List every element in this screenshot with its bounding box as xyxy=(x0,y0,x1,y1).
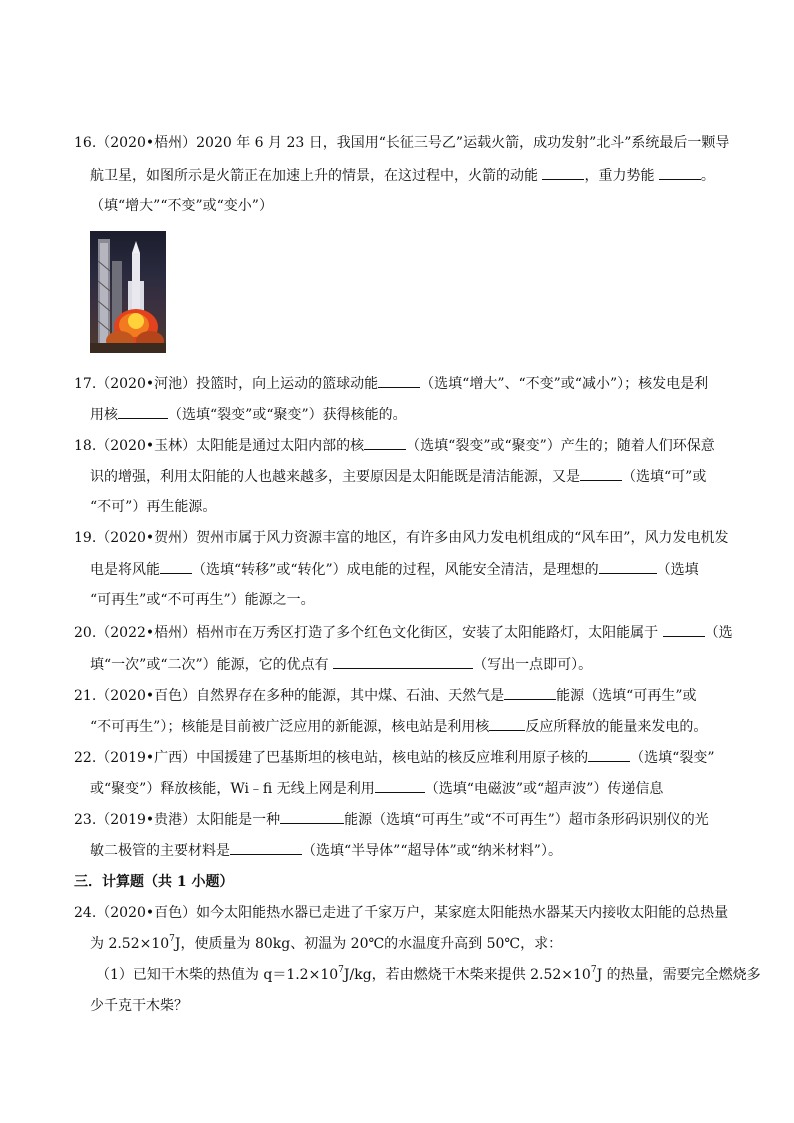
rocket-launch-image xyxy=(90,231,166,353)
question-24-line-2: 为 $2.52\times 10^7J$，使质量为 80kg、初温为 20℃的水温度升高到 50℃，求： xyxy=(90,934,563,952)
question-18-line-1: 18.（2020•玉林）太阳能是通过太阳内部的核 （选填“裂变”或“聚变”）产生的；随着人们环保意 xyxy=(74,435,715,456)
answer-blank[interactable] xyxy=(375,778,425,793)
question-20-line-2: 填“一次”或“二次”）能源，它的优点有 （写出一点即可）。 xyxy=(90,654,592,675)
question-21-line-2: “不可再生”）；核能是目前被广泛应用的新能源，核电站是利用核 反应所释放的能量来发电的。 xyxy=(90,716,707,737)
question-16-line-1: 16.（2020•梧州）2020 年 6 月 23 日，我国用“长征三号乙”运载火箭，成功发射”北斗”系统最后一颗导 xyxy=(74,135,730,151)
answer-blank[interactable] xyxy=(378,373,420,388)
answer-blank[interactable] xyxy=(599,559,657,574)
answer-blank[interactable] xyxy=(489,716,525,731)
question-21-line-1: 21.（2020•百色）自然界存在多种的能源，其中煤、石油、天然气是 能源（选填“可再生”或 xyxy=(74,685,696,706)
section-heading: 三．计算题（共 1 小题） xyxy=(74,874,234,890)
answer-blank[interactable] xyxy=(542,165,584,180)
answer-blank[interactable] xyxy=(580,466,622,481)
question-22-line-1: 22.（2019•广西）中国援建了巴基斯坦的核电站，核电站的核反应堆利用原子核的 （选填“裂变” xyxy=(74,747,714,768)
answer-blank[interactable] xyxy=(280,809,344,824)
question-24-sub-1-line-1: （1）已知干木柴的热值为 $q=1.2\times 10^7J/kg$，若由燃烧干木柴来提供 $2.52\times 10^7J$ 的热量，需要完全燃烧多 xyxy=(96,965,761,983)
question-17-line-2: 用核 （选填“裂变”或“聚变”）获得核能的。 xyxy=(90,404,407,425)
answer-blank[interactable] xyxy=(659,165,701,180)
question-16-line-3: （填“增大”“不变”或“变小”） xyxy=(90,198,273,214)
question-23-line-1: 23.（2019•贵港）太阳能是一种 能源（选填“可再生”或“不可再生”）超市条形码识别仪的光 xyxy=(74,809,709,830)
question-16-line-2: 航卫星，如图所示是火箭正在加速上升的情景，在这过程中，火箭的动能 ，重力势能 。 xyxy=(90,165,715,186)
question-19-line-1: 19.（2020•贺州）贺州市属于风力资源丰富的地区，有许多由风力发电机组成的“风车田”，风力发电机发 xyxy=(74,530,729,546)
question-17-line-1: 17.（2020•河池）投篮时，向上运动的篮球动能 （选填“增大”、“不变”或“减小”）；核发电是利 xyxy=(74,373,708,394)
question-23-line-2: 敏二极管的主要材料是 （选填“半导体”“超导体”或“纳米材料”）。 xyxy=(90,840,562,861)
question-20-line-1: 20.（2022•梧州）梧州市在万秀区打造了多个红色文化街区，安装了太阳能路灯，太阳能属于 （选 xyxy=(74,622,733,643)
question-22-line-2: 或“聚变”）释放核能，Wi﹣fi 无线上网是利用 （选填“电磁波”或“超声波”）传递信息 xyxy=(90,778,663,799)
question-18-line-2: 识的增强，利用太阳能的人也越来越多，主要原因是太阳能既是清洁能源，又是 （选填“可”或 xyxy=(90,466,706,487)
answer-blank[interactable] xyxy=(333,654,473,669)
question-19-line-3: “可再生”或“不可再生”）能源之一。 xyxy=(90,592,315,608)
question-24-line-1: 24.（2020•百色）如今太阳能热水器已走进了千家万户，某家庭太阳能热水器某天内接收太阳能的总热量 xyxy=(74,905,729,921)
answer-blank[interactable] xyxy=(504,685,556,700)
question-19-line-2: 电是将风能 （选填“转移”或“转化”）成电能的过程，风能安全清洁，是理想的 （选填 xyxy=(90,559,699,580)
answer-blank[interactable] xyxy=(364,435,406,450)
rocket-launch-illustration xyxy=(90,231,166,353)
answer-blank[interactable] xyxy=(118,404,168,419)
question-18-line-3: “不可”）再生能源。 xyxy=(90,499,217,515)
question-24-sub-1-line-2: 少千克干木柴？ xyxy=(90,998,188,1014)
answer-blank[interactable] xyxy=(663,622,705,637)
answer-blank[interactable] xyxy=(588,747,630,762)
answer-blank[interactable] xyxy=(160,559,192,574)
answer-blank[interactable] xyxy=(230,840,302,855)
